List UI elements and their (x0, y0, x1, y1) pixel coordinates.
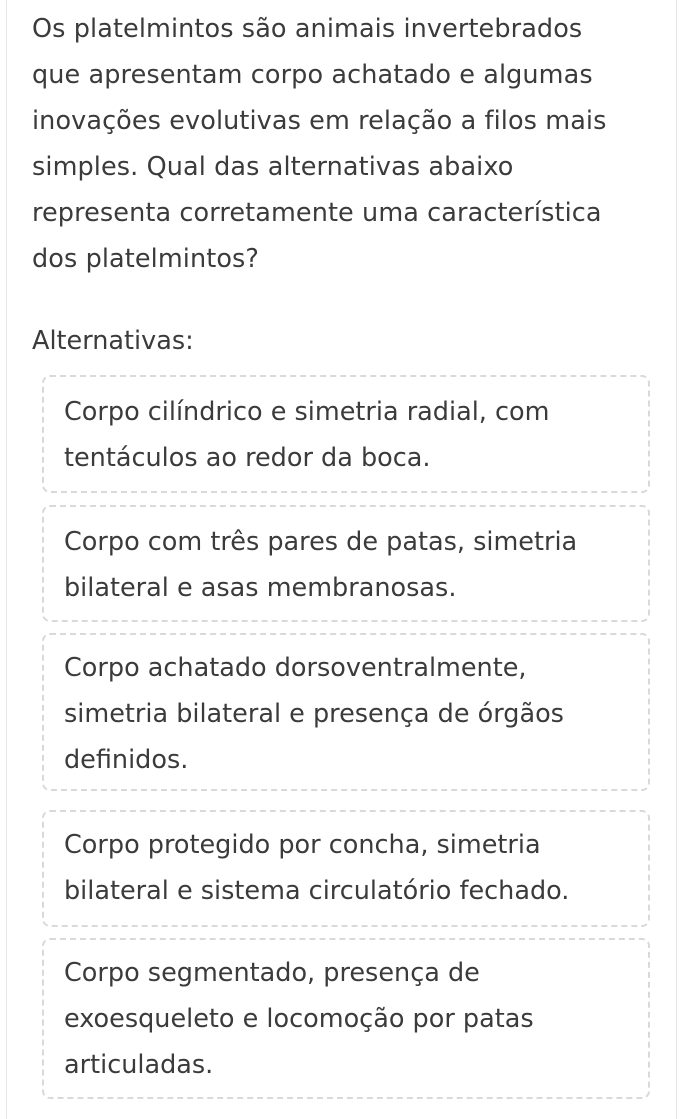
answer-option-2[interactable] (42, 505, 650, 622)
option-line: Corpo protegido por concha, simetria (64, 830, 541, 860)
answer-option-5[interactable] (42, 938, 650, 1099)
option-line: tentáculos ao redor da boca. (64, 443, 431, 473)
option-line: Corpo cilíndrico e simetria radial, com (64, 397, 550, 427)
question-line: Os platelmintos são animais invertebrados (32, 14, 583, 44)
alternatives-heading: Alternativas: (32, 326, 194, 356)
option-line: Corpo achatado dorsoventralmente, (64, 653, 527, 683)
option-line: bilateral e sistema circulatório fechado. (64, 876, 570, 906)
question-line: representa corretamente uma característica (32, 198, 602, 228)
option-line: articuladas. (64, 1050, 214, 1080)
question-line: inovações evolutivas em relação a filos mais (32, 106, 607, 136)
option-line: Corpo com três pares de patas, simetria (64, 527, 578, 557)
answer-option-4[interactable] (42, 810, 650, 927)
option-line: simetria bilateral e presença de órgãos (64, 699, 564, 729)
answer-option-3[interactable] (42, 633, 650, 791)
option-line: bilateral e asas membranosas. (64, 573, 457, 603)
question-line: que apresentam corpo achatado e algumas (32, 60, 593, 90)
option-line: Corpo segmentado, presença de (64, 958, 480, 988)
answer-option-1[interactable] (42, 375, 650, 493)
option-line: exoesqueleto e locomoção por patas (64, 1004, 534, 1034)
question-line: simples. Qual das alternativas abaixo (32, 152, 514, 182)
question-line: dos platelmintos? (32, 244, 260, 274)
option-line: definidos. (64, 745, 189, 775)
question-text (32, 6, 652, 282)
